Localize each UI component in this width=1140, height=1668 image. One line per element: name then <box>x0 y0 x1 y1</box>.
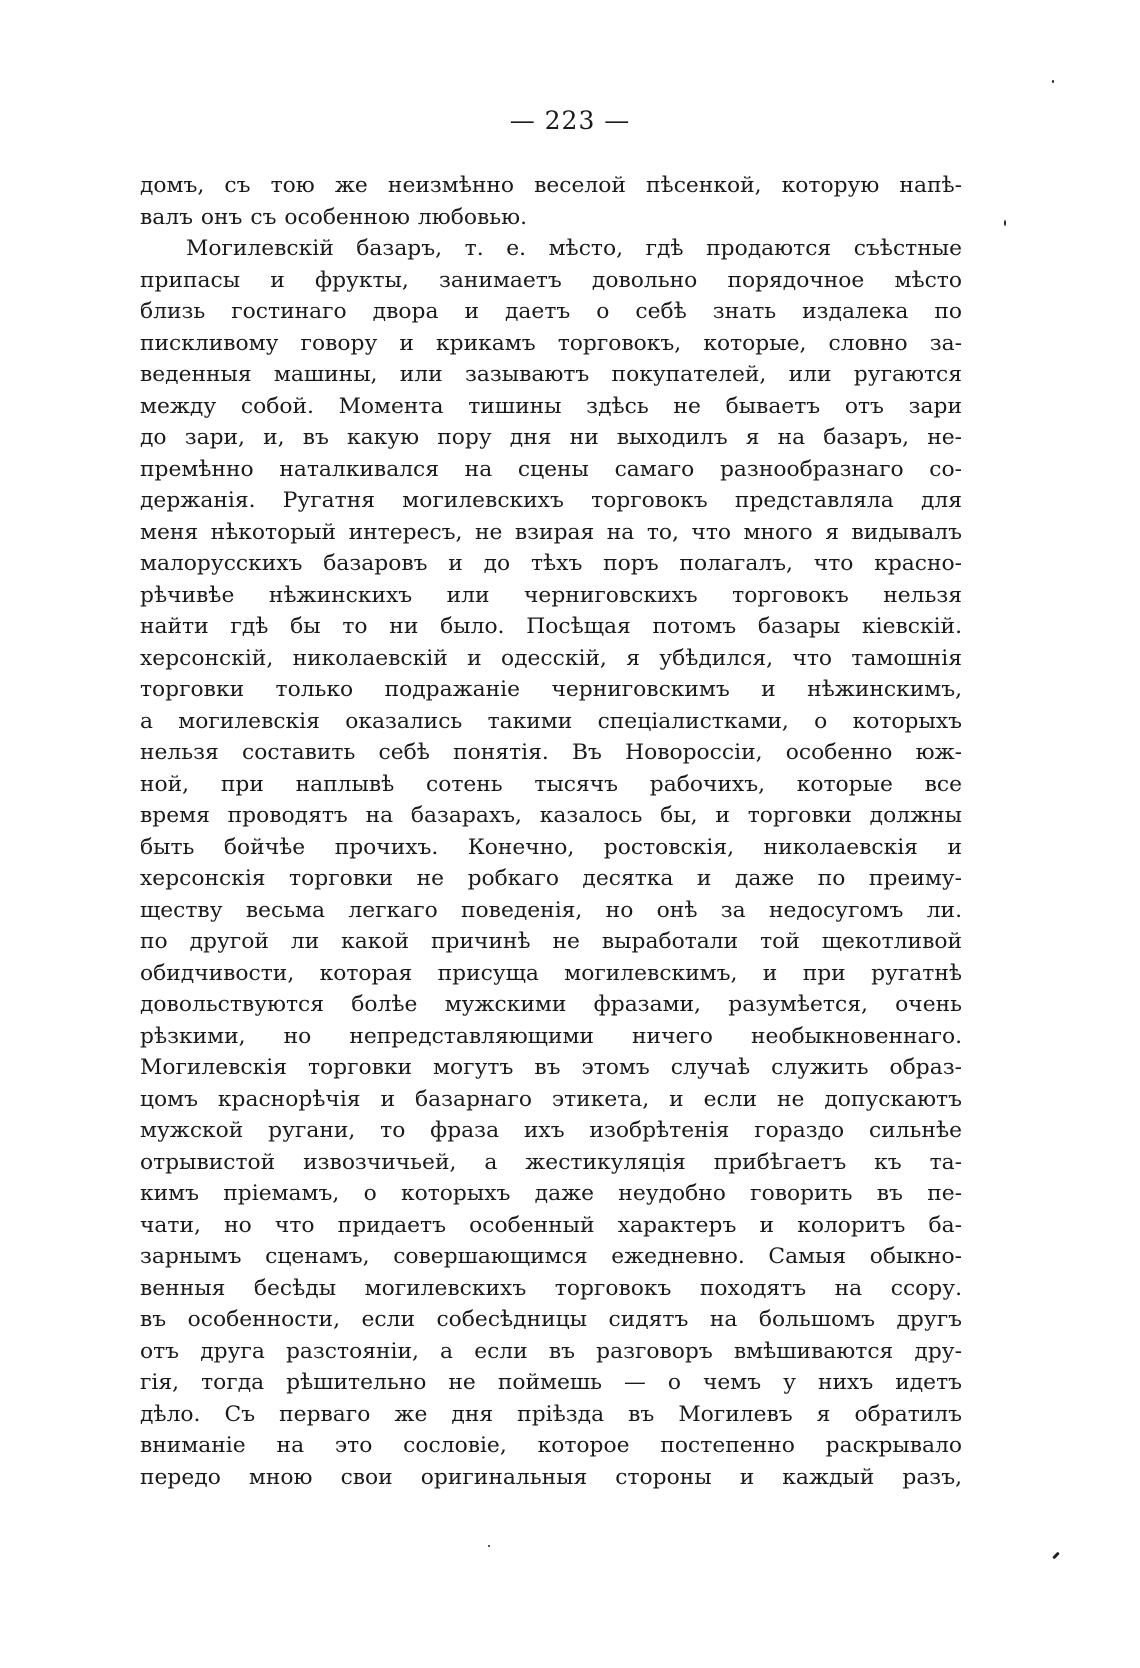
text-line: зарнымъ сценамъ, совершающимся ежедневно. Самыя обыкно- <box>140 1244 962 1269</box>
text-line: въ особенности, если собесѣдницы сидятъ на большомъ другъ <box>140 1307 962 1332</box>
text-line: херсонскія торговки не робкаго десятка и даже по преиму- <box>140 866 962 891</box>
text-line: припасы и фрукты, занимаетъ довольно порядочное мѣсто <box>140 267 962 293</box>
text-line: отрывистой извозчичьей, а жестикуляція прибѣгаетъ къ та- <box>140 1149 962 1175</box>
text-line: ществу весьма легкаго поведенія, но онѣ за недосугомъ ли. <box>140 897 962 923</box>
text-line: близь гостинаго двора и даетъ о себѣ знать издалека по <box>140 299 962 324</box>
text-line: найти гдѣ бы то ни было. Посѣщая потомъ базары кіевскій. <box>140 614 962 639</box>
text-line: валъ онъ съ особенною любовью. <box>140 204 528 230</box>
text-line: по другой ли какой причинѣ не выработали той щекотливой <box>140 929 962 954</box>
text-line: держанія. Ругатня могилевскихъ торговокъ представляла для <box>140 488 962 513</box>
text-line: малорусскихъ базаровъ и до тѣхъ поръ полагалъ, что красно- <box>140 551 962 576</box>
text-line: гія, тогда рѣшительно не поймешь — о чемъ у нихъ идетъ <box>140 1370 962 1395</box>
text-line: нельзя составить себѣ понятія. Въ Новороссіи, особенно юж- <box>140 740 962 765</box>
text-line: рѣзкими, но непредставляющими ничего необыкновеннаго. <box>140 1023 962 1049</box>
text-line: пискливому говору и крикамъ торговокъ, которые, словно за- <box>140 330 962 356</box>
text-line: Могилевскій базаръ, т. е. мѣсто, гдѣ продаются съѣстные <box>186 236 962 261</box>
text-line: торговки только подражаніе черниговскимъ и нѣжинскимъ, <box>140 677 962 702</box>
text-line: Могилевскія торговки могутъ въ этомъ случаѣ служить образ- <box>140 1055 962 1080</box>
text-line: веденныя машины, или зазываютъ покупателей, или ругаются <box>140 362 962 387</box>
text-line: меня нѣкоторый интересъ, не взирая на то, что много я видывалъ <box>140 519 962 545</box>
text-line: мужской ругани, то фраза ихъ изобрѣтенія гораздо сильнѣе <box>140 1118 962 1143</box>
paragraph <box>140 170 962 233</box>
text-line: быть бойчѣе прочихъ. Конечно, ростовскія, николаевскія и <box>140 834 962 860</box>
scan-speck <box>488 1545 490 1547</box>
text-line: кимъ пріемамъ, о которыхъ даже неудобно говорить въ пе- <box>140 1181 962 1206</box>
text-line: до зари, и, въ какую пору дня ни выходилъ я на базаръ, не- <box>140 425 962 450</box>
text-line: обидчивости, которая присуща могилевскимъ, и при ругатнѣ <box>140 960 962 986</box>
text-line: херсонскій, николаевскій и одесскій, я убѣдился, что тамошнія <box>140 645 962 671</box>
text-line: цомъ краснорѣчія и базарнаго этикета, и если не допускаютъ <box>140 1086 962 1112</box>
text-line: чати, но что придаетъ особенный характеръ и колоритъ ба- <box>140 1212 962 1238</box>
text-line: домъ, съ тою же неизмѣнно веселой пѣсенкой, которую напѣ- <box>140 173 962 198</box>
page-number: — 223 — <box>509 106 631 135</box>
text-line: вниманіе на это сословіе, которое постепенно раскрывало <box>140 1433 962 1458</box>
scan-speck <box>1052 80 1054 83</box>
text-line: довольствуются болѣе мужскими фразами, разумѣется, очень <box>140 992 962 1017</box>
text-line: рѣчивѣе нѣжинскихъ или черниговскихъ торговокъ нельзя <box>140 582 962 608</box>
body-text <box>140 170 962 1493</box>
text-line: ной, при наплывѣ сотень тысячъ рабочихъ, которые все <box>140 771 962 797</box>
text-line: отъ друга разстояніи, а если въ разговоръ вмѣшиваются дру- <box>140 1338 962 1364</box>
text-line: венныя бесѣды могилевскихъ торговокъ походятъ на ссору. <box>140 1275 962 1301</box>
text-line: а могилевскія оказались такими спеціалистками, о которыхъ <box>140 708 962 734</box>
paragraph <box>140 233 962 1493</box>
text-line: между собой. Момента тишины здѣсь не бываетъ отъ зари <box>140 393 962 419</box>
text-line: дѣло. Съ перваго же дня пріѣзда въ Могилевъ я обратилъ <box>140 1401 962 1427</box>
text-line: передо мною свои оригинальныя стороны и каждый разъ, <box>140 1464 962 1490</box>
text-line: премѣнно наталкивался на сцены самаго разнообразнаго со- <box>140 456 962 482</box>
text-line: время проводятъ на базарахъ, казалось бы, и торговки должны <box>140 803 962 828</box>
scan-speck <box>1052 1552 1060 1560</box>
scan-speck <box>1004 220 1006 226</box>
